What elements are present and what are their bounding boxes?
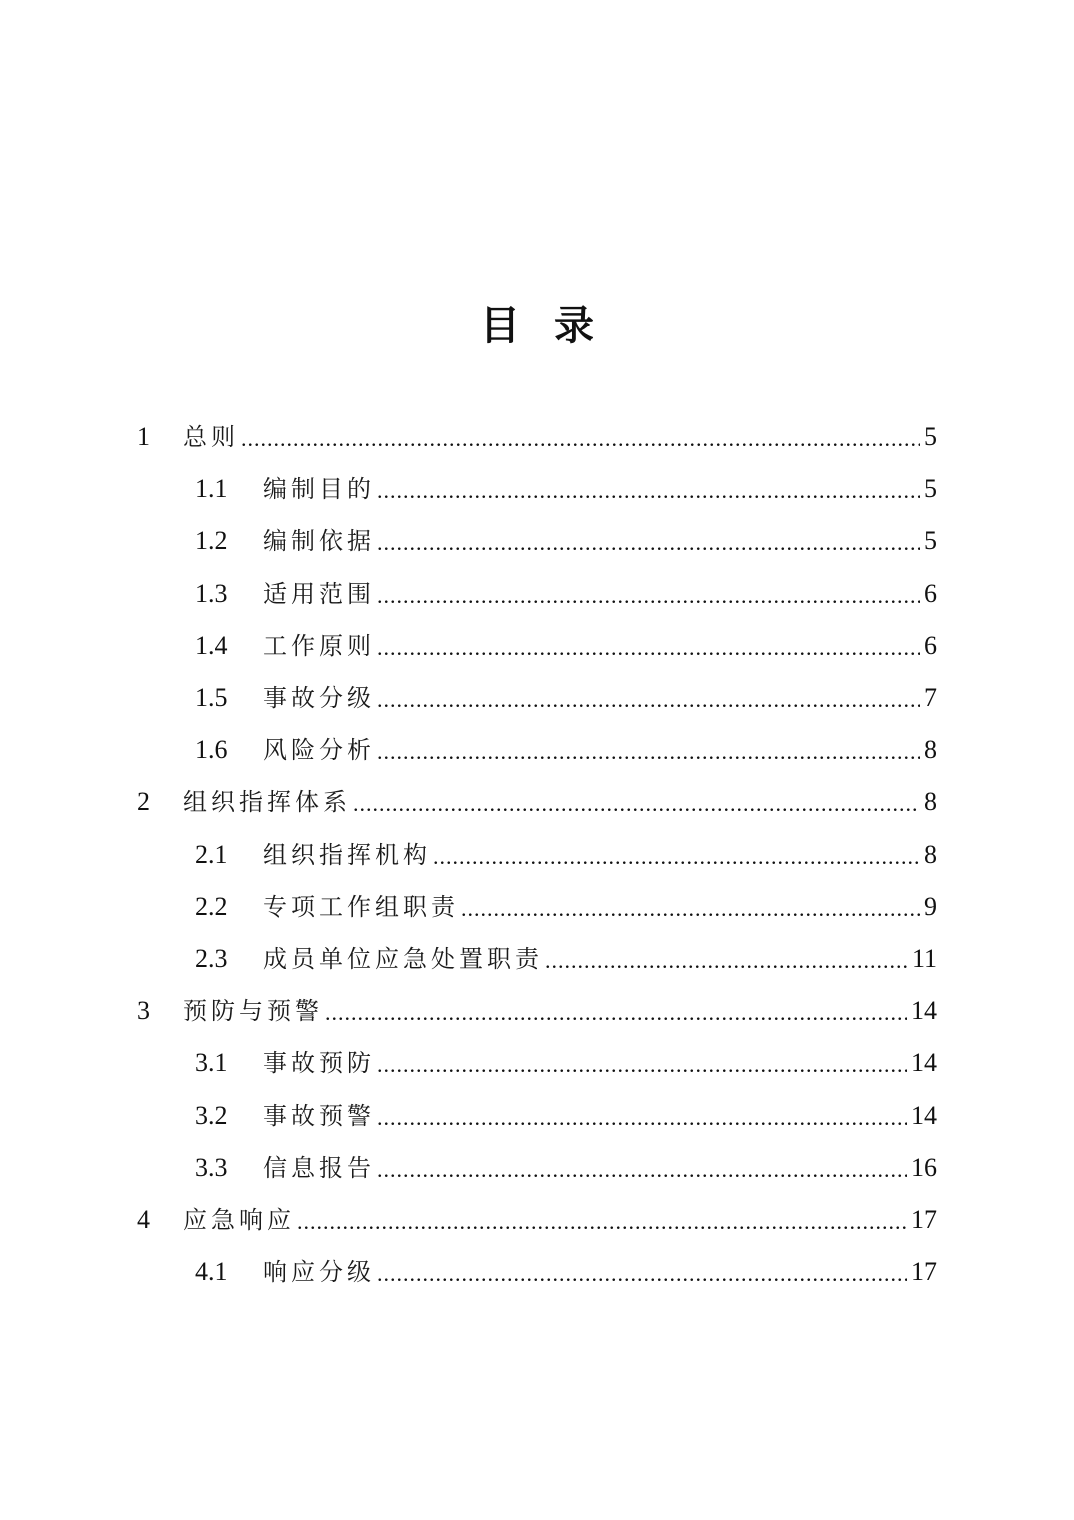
toc-entry-number: 4.1	[195, 1257, 228, 1287]
toc-dot-leader	[377, 1150, 907, 1190]
toc-entry-text: 编制目的	[263, 475, 375, 504]
toc-entry-number: 2.2	[195, 891, 228, 921]
toc-entry-page: 17	[911, 1257, 937, 1287]
toc-dot-leader	[461, 889, 920, 929]
toc-dot-leader	[377, 628, 920, 668]
toc-entry-number: 1.3	[195, 578, 228, 608]
toc-entry[interactable]	[0, 724, 1074, 776]
toc-entry-text: 成员单位应急处置职责	[263, 944, 543, 973]
toc-entry-page: 14	[911, 996, 937, 1026]
toc-entry-page: 9	[924, 891, 937, 921]
toc-entry-number: 4	[137, 1204, 150, 1234]
toc-entry-page: 17	[911, 1204, 937, 1234]
toc-dot-leader	[377, 680, 920, 720]
toc-entry-text: 工作原则	[263, 631, 375, 660]
toc-entry-text: 风险分析	[263, 736, 375, 765]
toc-entry-page: 8	[924, 787, 937, 817]
toc-entry[interactable]	[0, 463, 1074, 515]
toc-entry-number: 1	[137, 422, 150, 452]
toc-dot-leader	[377, 1045, 907, 1085]
toc-entry-text: 事故预防	[263, 1049, 375, 1078]
toc-entry-page: 5	[924, 474, 937, 504]
toc-entry[interactable]	[0, 515, 1074, 567]
toc-entry-number: 3.1	[195, 1048, 228, 1078]
toc-entry[interactable]	[0, 776, 1074, 828]
toc-entry-page: 5	[924, 422, 937, 452]
toc-entry[interactable]	[0, 1246, 1074, 1298]
toc-entry-text: 事故分级	[263, 684, 375, 713]
toc-entry-page: 11	[911, 943, 937, 973]
toc-entry-page: 7	[924, 683, 937, 713]
toc-entry-text: 编制依据	[263, 527, 375, 556]
toc-dot-leader	[377, 471, 920, 511]
toc-dot-leader	[353, 784, 920, 824]
toc-entry-text: 总则	[183, 423, 239, 452]
toc-entry[interactable]	[0, 1142, 1074, 1194]
toc-title: 目录	[480, 303, 628, 349]
toc-dot-leader	[433, 837, 920, 877]
toc-entry[interactable]	[0, 1194, 1074, 1246]
toc-entry-page: 6	[924, 578, 937, 608]
toc-entry-text: 信息报告	[263, 1153, 375, 1182]
toc-entry[interactable]	[0, 1037, 1074, 1089]
toc-entry-text: 应急响应	[183, 1205, 295, 1234]
toc-entry-page: 6	[924, 630, 937, 660]
toc-entry[interactable]	[0, 829, 1074, 881]
toc-entry-page: 16	[911, 1152, 937, 1182]
toc-dot-leader	[377, 1098, 907, 1138]
toc-entry-number: 2.1	[195, 839, 228, 869]
toc-dot-leader	[545, 941, 908, 981]
toc-entry[interactable]	[0, 672, 1074, 724]
toc-entry-number: 1.4	[195, 630, 228, 660]
toc-entry-page: 8	[924, 839, 937, 869]
toc-dot-leader	[377, 523, 920, 563]
toc-entry-number: 2	[137, 787, 150, 817]
toc-entry-number: 3	[137, 996, 150, 1026]
toc-dot-leader	[377, 732, 920, 772]
toc-entry-text: 响应分级	[263, 1258, 375, 1287]
toc-entry-text: 事故预警	[263, 1101, 375, 1130]
toc-entry-page: 14	[911, 1048, 937, 1078]
toc-entry-text: 专项工作组职责	[263, 892, 459, 921]
toc-entry[interactable]	[0, 568, 1074, 620]
toc-dot-leader	[241, 419, 920, 459]
toc-dot-leader	[297, 1202, 907, 1242]
toc-entry-page: 5	[924, 526, 937, 556]
toc-entry-number: 3.2	[195, 1100, 228, 1130]
toc-entry[interactable]	[0, 620, 1074, 672]
toc-entry-page: 14	[911, 1100, 937, 1130]
toc-list	[0, 411, 1074, 1298]
toc-entry-number: 1.5	[195, 683, 228, 713]
toc-dot-leader	[377, 576, 920, 616]
toc-entry[interactable]	[0, 933, 1074, 985]
toc-entry-number: 2.3	[195, 943, 228, 973]
toc-dot-leader	[377, 1254, 907, 1294]
toc-entry-text: 组织指挥体系	[183, 788, 351, 817]
toc-dot-leader	[325, 993, 907, 1033]
toc-entry-text: 适用范围	[263, 579, 375, 608]
toc-entry-page: 8	[924, 735, 937, 765]
toc-entry-number: 1.2	[195, 526, 228, 556]
toc-entry-text: 组织指挥机构	[263, 840, 431, 869]
toc-entry[interactable]	[0, 881, 1074, 933]
toc-entry[interactable]	[0, 1089, 1074, 1141]
toc-entry-number: 1.1	[195, 474, 228, 504]
toc-entry-number: 1.6	[195, 735, 228, 765]
toc-entry-number: 3.3	[195, 1152, 228, 1182]
toc-entry-text: 预防与预警	[183, 997, 323, 1026]
toc-entry[interactable]	[0, 411, 1074, 463]
toc-entry[interactable]	[0, 985, 1074, 1037]
